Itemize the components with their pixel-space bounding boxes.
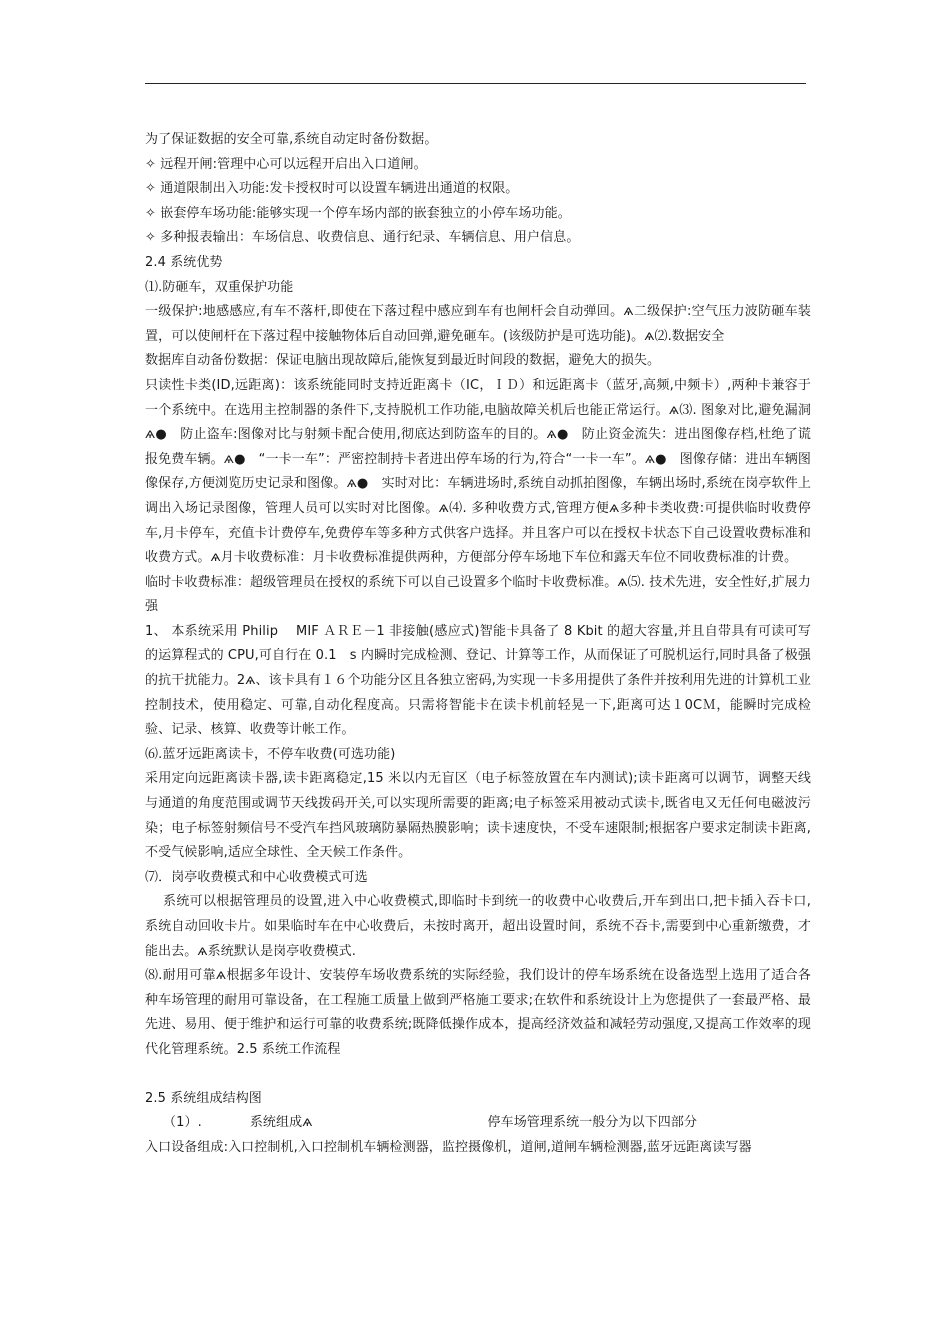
section-heading-advantages: 2.4 系统优势 — [145, 254, 223, 270]
subheading-charge-mode: ⑺．岗亭收费模式和中心收费模式可选 — [145, 869, 368, 885]
list-item-nested-parking: ✧ 嵌套停车场功能:能够实现一个停车场内部的嵌套独立的小停车场功能。 — [145, 205, 571, 221]
composition-number: （1）. — [163, 1115, 202, 1131]
list-item-remote-gate: ✧ 远程开闸:管理中心可以远程开启出入口道闸。 — [145, 156, 427, 172]
paragraph-charge-mode: 系统可以根据管理员的设置,进入中心收费模式,即临时卡到统一的收费中心收费后,开车到出口,把卡插入吞卡口,系统自动回收卡片。如果临时车在中心收费后，未按时离开，超出设置时间，系统不吞卡,需要到中心重新缴费，才能出去。ѧ系统默认是岗亭收费模式. — [145, 894, 811, 959]
header-rule — [145, 83, 806, 84]
paragraph-philips-card: 1、 本系统采用 Philip MIF ＡＲＥ－1 非接触(感应式)智能卡具备了 8 Kbit 的超大容量,并且自带具有可读可写的运算程式的 CPU,可自行在 0.1 s 内瞬时完成检测、登记、计算等工作，从而保证了可脱机运行,同时具备了极强的抗干扰能力。2ѧ、该卡具有１６个功能分区且各独立密码,为实现一卡多用提供了条件并按利用先进的计算机工业控制技术，使用稳定、可靠,自动化程度高。只需将智能卡在读卡机前轻晃一下,距离可达１0CＭ，能瞬时完成检验、记录、核算、收费等计帐工作。 — [145, 623, 811, 738]
subheading-bluetooth: ⑹.蓝牙远距离读卡，不停车收费(可选功能) — [145, 746, 396, 762]
blank-line — [145, 1063, 811, 1087]
paragraph-bluetooth: 采用定向远距离读卡器,读卡距离稳定,15 米以内无盲区（电子标签放置在车内测试);读卡距离可以调节，调整天线与通道的角度范围或调节天线拨码开关,可以实现所需要的距离;电子标签采用被动式读卡,既省电又无任何电磁波污染；电子标签射频信号不受汽车挡风玻璃防暴隔热膜影响；读卡速度快，不受车速限制;根据客户要求定制读卡距离,不受气候影响,适应全球性、全天候工作条件。 — [145, 771, 811, 861]
list-item-reports: ✧ 多种报表输出：车场信息、收费信息、通行纪录、车辆信息、用户信息。 — [145, 230, 580, 246]
composition-text: 停车场管理系统一般分为以下四部分 — [487, 1115, 698, 1131]
composition-label: 系统组成ѧ — [249, 1115, 313, 1131]
paragraph-reliable: ⑻.耐用可靠ѧ根据多年设计、安装停车场收费系统的实际经验，我们设计的停车场系统在设备选型上选用了适合各种车场管理的耐用可靠设备，在工程施工质量上做到严格施工要求;在软件和系统设计上为您提供了一套最严格、最先进、易用、便于维护和运行可靠的收费系统;既降低操作成本，提高经济效益和减轻劳动强度,又提高工作效率的现代化管理系统。2.5 系统工作流程 — [145, 968, 811, 1057]
paragraph-protection: 一级保护:地感感应,有车不落杆,即使在下落过程中感应到车有也闸杆会自动弹回。ѧ二级保护:空气压力波防砸车装置，可以使闸杆在下落过程中接触物体后自动回弹,避免砸车。(该级防护是可选功能)。ѧ⑵.数据安全 — [145, 304, 811, 344]
subheading-anti-smash: ⑴.防砸车，双重保护功能 — [145, 279, 294, 295]
paragraph-temp-card: 临时卡收费标准：超级管理员在授权的系统下可以自己设置多个临时卡收费标准。ѧ⑸. 技术先进，安全性好,扩展力强 — [145, 574, 811, 615]
paragraph-backup: 为了保证数据的安全可靠,系统自动定时备份数据。 — [145, 132, 438, 147]
paragraph-card-types: 只读性卡类(ID,远距离)：该系统能同时支持近距离卡（IC，ＩＤ）和远距离卡（蓝牙,高频,中频卡）,两种卡兼容于一个系统中。在选用主控制器的条件下,支持脱机工作功能,电脑故障关机后也能正常运行。ѧ⑶. 图象对比,避免漏洞ѧ● 防止盗车:图像对比与射频卡配合使用,彻底达到防盗车的目的。ѧ● 防止资金流失：进出图像存档,杜绝了谎报免费车辆。ѧ● “一卡一车”：严密控制持卡者进出停车场的行为,符合“一卡一车”。ѧ● 图像存储：进出车辆图像保存,方便浏览历史记录和图像。ѧ● 实时对比：车辆进场时,系统自动抓拍图像，车辆出场时,系统在岗亭软件上调出入场记录图像，管理人员可以实时对比图像。ѧ⑷. 多种收费方式,管理方便ѧ多种卡类收费:可提供临时收费停车,月卡停车，充值卡计费停车,免费停车等多种方式供客户选择。并且客户可以在授权卡状态下自己设置收费标准和收费方式。ѧ月卡收费标准：月卡收费标准提供两种，方便部分停车场地下车位和露天车位不同收费标准的计费。 — [145, 377, 811, 566]
paragraph-database-backup: 数据库自动备份数据：保证电脑出现故障后,能恢复到最近时间段的数据，避免大的损失。 — [145, 353, 661, 369]
document-body — [145, 128, 811, 1160]
section-heading-structure: 2.5 系统组成结构图 — [145, 1090, 262, 1106]
paragraph-entry-devices: 入口设备组成:入口控制机,入口控制机车辆检测器，监控摄像机，道闸,道闸车辆检测器,蓝牙远距离读写器 — [145, 1139, 752, 1155]
composition-line — [145, 1111, 811, 1136]
list-item-channel-limit: ✧ 通道限制出入功能:发卡授权时可以设置车辆进出通道的权限。 — [145, 181, 519, 197]
